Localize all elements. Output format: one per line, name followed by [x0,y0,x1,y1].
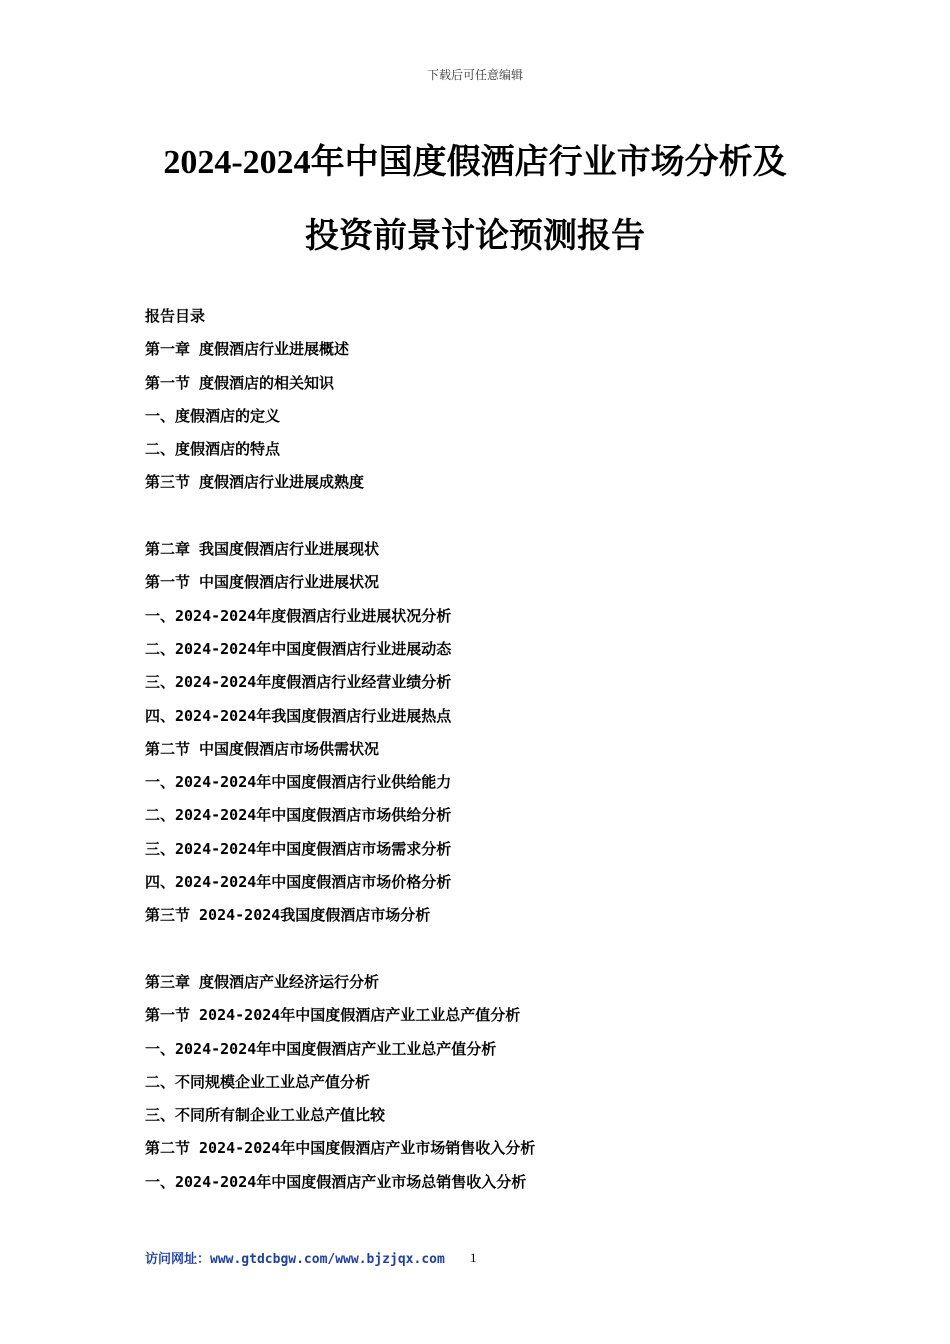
toc-entry: 二、2024-2024年中国度假酒店行业进展动态 [145,639,452,658]
toc-entry: 二、度假酒店的特点 [145,440,281,459]
toc-entry: 三、不同所有制企业工业总产值比较 [145,1106,386,1125]
toc-chapter-2: 第二章 我国度假酒店行业进展现状 [145,540,380,559]
toc-entry: 第一节 度假酒店的相关知识 [145,373,335,392]
toc-chapter-1: 第一章 度假酒店行业进展概述 [145,340,350,359]
toc-chapter-3: 第三章 度假酒店产业经济运行分析 [145,972,380,991]
document-title [60,126,890,274]
toc-heading: 报告目录 [145,307,206,325]
toc-entry: 一、2024-2024年度假酒店行业进展状况分析 [145,606,452,625]
toc-entry: 第三节 度假酒店行业进展成熟度 [145,473,365,492]
toc-entry: 四、2024-2024年中国度假酒店市场价格分析 [145,873,452,892]
toc-spacer [145,500,845,533]
toc-entry: 三、2024-2024年中国度假酒店市场需求分析 [145,839,452,858]
toc-entry: 第一节 2024-2024年中国度假酒店产业工业总产值分析 [145,1006,521,1025]
document-title-line-1: 2024-2024年中国度假酒店行业市场分析及 [163,144,787,181]
page-header-note: 下载后可任意编辑 [426,68,523,82]
toc-entry: 三、2024-2024年度假酒店行业经营业绩分析 [145,673,452,692]
toc-entry: 四、2024-2024年我国度假酒店行业进展热点 [145,706,452,725]
toc-entry: 一、2024-2024年中国度假酒店行业供给能力 [145,773,452,792]
document-title-line-2: 投资前景讨论预测报告 [305,218,645,255]
toc-entry: 第二节 中国度假酒店市场供需状况 [145,739,380,758]
toc-entry: 第一节 中国度假酒店行业进展状况 [145,573,380,592]
table-of-contents [145,300,845,1199]
toc-entry: 第三节 2024-2024我国度假酒店市场分析 [145,906,431,925]
toc-entry: 一、2024-2024年中国度假酒店产业工业总产值分析 [145,1039,497,1058]
page-number: 1 [470,1250,477,1265]
toc-entry: 一、2024-2024年中国度假酒店产业市场总销售收入分析 [145,1172,527,1191]
toc-entry: 二、2024-2024年中国度假酒店市场供给分析 [145,806,452,825]
toc-entry: 二、不同规模企业工业总产值分析 [145,1072,371,1091]
toc-entry: 第二节 2024-2024年中国度假酒店产业市场销售收入分析 [145,1139,536,1158]
toc-spacer [145,933,845,966]
toc-entry: 一、度假酒店的定义 [145,406,281,425]
footer-website: 访问网址：www.gtdcbgw.com/www.bjzjqx.com [145,1252,445,1267]
